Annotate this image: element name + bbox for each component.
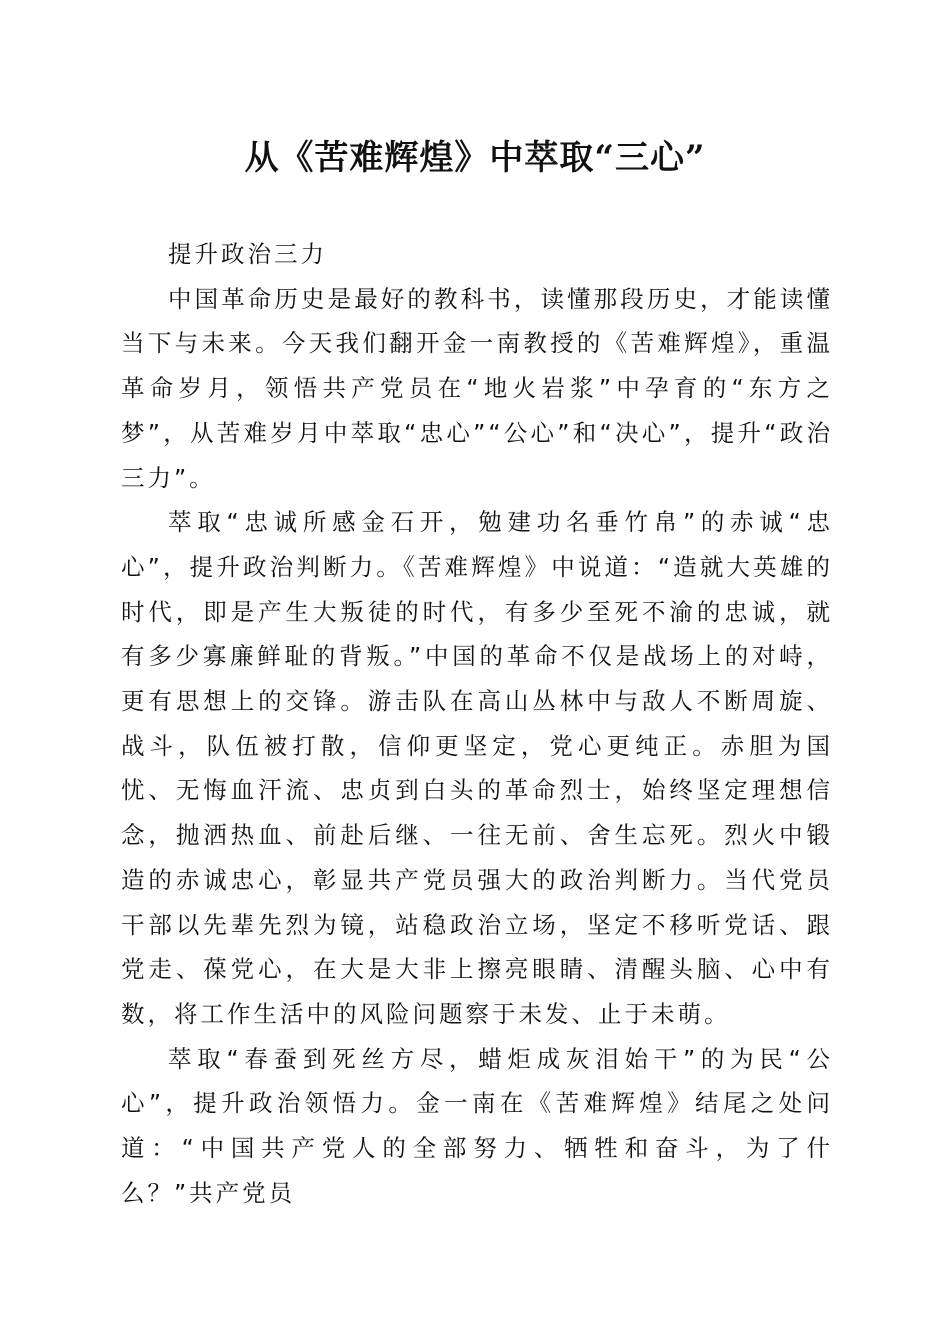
document-body bbox=[121, 232, 833, 1215]
section-subtitle: 提升政治三力 bbox=[168, 240, 327, 268]
paragraph-public-heart: 萃取“春蚕到死丝方尽，蜡炬成灰泪始干”的为民“公心”，提升政治领悟力。金一南在《苦难辉煌》结尾之处问道：“中国共产党人的全部努力、牺牲和奋斗，为了什么？”共产党员 bbox=[121, 1044, 833, 1207]
paragraph-loyalty: 萃取“忠诚所感金石开，勉建功名垂竹帛”的赤诚“忠心”，提升政治判断力。《苦难辉煌》中说道：“造就大英雄的时代，即是产生大叛徒的时代，有多少至死不渝的忠诚，就有多少寡廉鲜耻的背叛。”中国的革命不仅是战场上的对峙，更有思想上的交锋。游击队在高山丛林中与敌人不断周旋、战斗，队伍被打散，信仰更坚定，党心更纯正。赤胆为国忧、无悔血汗流、忠贞到白头的革命烈士，始终坚定理想信念，抛洒热血、前赴后继、一往无前、舍生忘死。烈火中锻造的赤诚忠心，彰显共产党员强大的政治判断力。当代党员干部以先辈先烈为镜，站稳政治立场，坚定不移听党话、跟党走、葆党心，在大是大非上擦亮眼睛、清醒头脑、心中有数，将工作生活中的风险问题察于未发、止于未萌。 bbox=[121, 508, 833, 1028]
document-title: 从《苦难辉煌》中萃取“三心” bbox=[244, 138, 706, 178]
paragraph-intro: 中国革命历史是最好的教科书，读懂那段历史，才能读懂当下与未来。今天我们翻开金一南教授的《苦难辉煌》，重温革命岁月，领悟共产党员在“地火岩浆”中孕育的“东方之梦”，从苦难岁月中萃取“忠心”“公心”和“决心”，提升“政治三力”。 bbox=[121, 284, 833, 492]
